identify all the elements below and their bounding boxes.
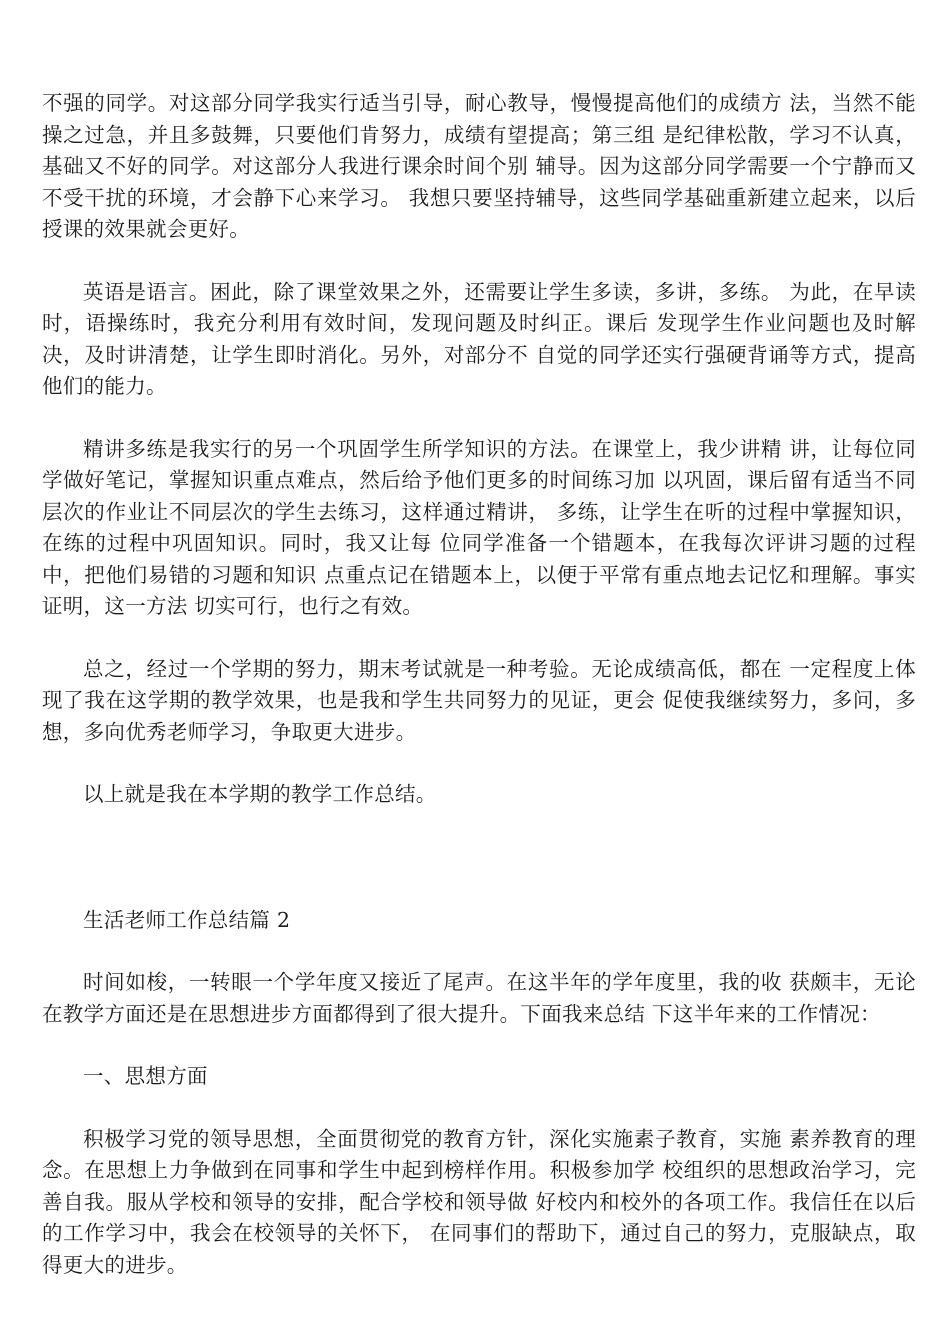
body-paragraph: 积极学习党的领导思想，全面贯彻党的教育方针，深化实施素子教育，实施 素养教育的理念。在思想上力争做到在同事和学生中起到榜样作用。积极参加学 校组织的思想政治学习，完善自我。服从学校和领导的安排，配合学校和领导做 好校内和校外的各项工作。我信任在以后的工作学习中，我会在校领导的关怀下， 在同事们的帮助下，通过自己的努力，克服缺点，取得更大的进步。: [42, 1126, 916, 1277]
section-title: 生活老师工作总结篇 2: [83, 907, 291, 932]
subsection-heading: 一、思想方面: [83, 1064, 208, 1088]
body-paragraph: 精讲多练是我实行的另一个巩固学生所学知识的方法。在课堂上，我少讲精 讲，让每位同学做好笔记，掌握知识重点难点，然后给予他们更多的时间练习加 以巩固，课后留有适当不同层次的作业让不同层次的学生去练习，这样通过精讲， 多练，让学生在听的过程中掌握知识，在练的过程中巩固知识。同时，我又让每 位同学准备一个错题本，在我每次评讲习题的过程中，把他们易错的习题和知识 点重点记在错题本上，以便于平常有重点地去记忆和理解。事实证明，这一方法 切实可行，也行之有效。: [42, 436, 916, 618]
body-paragraph: 不强的同学。对这部分同学我实行适当引导，耐心教导，慢慢提高他们的成绩方 法，当然不能操之过急，并且多鼓舞，只要他们肯努力，成绩有望提高；第三组 是纪律松散，学习不认真，基础又不好的同学。对这部分人我进行课余时间个别 辅导。因为这部分同学需要一个宁静而又不受干扰的环境，才会静下心来学习。 我想只要坚持辅导，这些同学基础重新建立起来，以后授课的效果就会更好。: [42, 91, 916, 241]
body-paragraph: 时间如梭，一转眼一个学年度又接近了尾声。在这半年的学年度里，我的收 获颇丰，无论在教学方面还是在思想进步方面都得到了很大提升。下面我来总结 下这半年来的工作情况：: [42, 970, 916, 1026]
document-page: [42, 88, 916, 1281]
body-paragraph: 以上就是我在本学期的教学工作总结。: [83, 782, 437, 806]
body-paragraph: 总之，经过一个学期的努力，期末考试就是一种考验。无论成绩高低，都在 一定程度上体现了我在这学期的教学效果，也是我和学生共同努力的见证，更会 促使我继续努力，多问，多想，多向优秀老师学习，争取更大进步。: [42, 656, 916, 744]
body-paragraph: 英语是语言。困此，除了课堂效果之外，还需要让学生多读，多讲，多练。 为此，在早读时，语操练时，我充分利用有效时间，发现问题及时纠正。课后 发现学生作业问题也及时解决，及时讲清楚，让学生即时消化。另外，对部分不 自觉的同学还实行强硬背诵等方式，提高他们的能力。: [42, 279, 916, 398]
